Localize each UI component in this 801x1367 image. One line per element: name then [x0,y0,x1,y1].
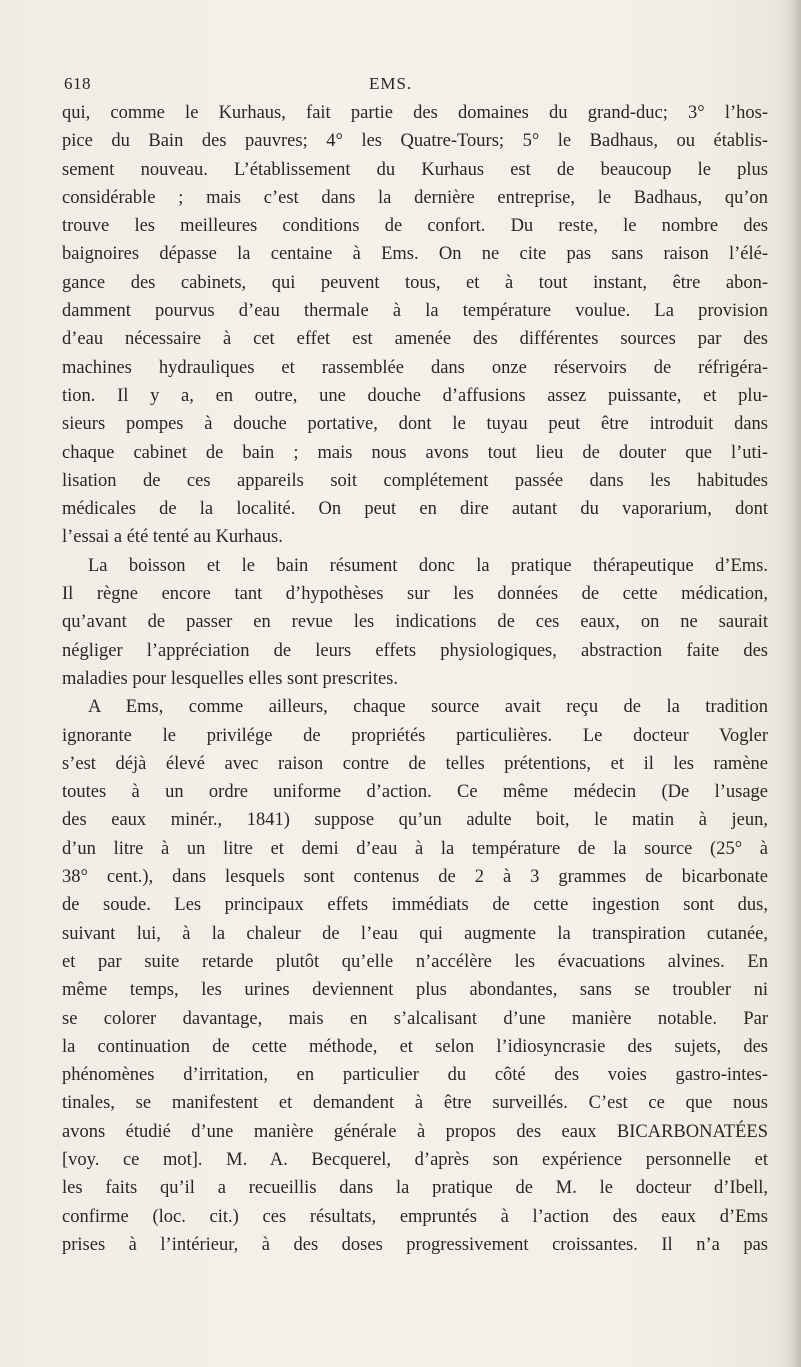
text-line: d’un litre à un litre et demi d’eau à la température de la source (25° à [62,838,768,859]
text-line: s’est déjà élevé avec raison contre de telles prétentions, et il les ramène [62,753,768,774]
text-line: qui, comme le Kurhaus, fait partie des domaines du grand-duc; 3° l’hos- [62,103,768,123]
text-line: damment pourvus d’eau thermale à la température voulue. La provision [62,301,768,322]
text-line: ignorante le privilége de propriétés particulières. Le docteur Vogler [62,725,768,746]
text-line: de soude. Les principaux effets immédiats de cette ingestion sont dus, [62,895,768,916]
text-line: médicales de la localité. On peut en dire autant du vaporarium, dont [62,499,768,520]
text-line: lisation de ces appareils soit complétement passée dans les habitudes [62,470,768,491]
text-line: se colorer davantage, mais en s’alcalisant d’une manière notable. Par [62,1008,768,1029]
text-line: considérable ; mais c’est dans la dernière entreprise, le Badhaus, qu’on [62,187,768,208]
text-line: A Ems, comme ailleurs, chaque source avait reçu de la tradition [88,697,768,718]
body-text [62,99,768,1259]
text-line: chaque cabinet de bain ; mais nous avons tout lieu de douter que l’uti- [62,442,768,463]
text-line: phénomènes d’irritation, en particulier du côté des voies gastro-intes- [62,1065,768,1086]
text-line: trouve les meilleures conditions de confort. Du reste, le nombre des [62,216,768,237]
text-line: l’essai a été tenté au Kurhaus. [62,527,283,548]
text-line: machines hydrauliques et rassemblée dans onze réservoirs de réfrigéra- [62,357,768,378]
text-line: sieurs pompes à douche portative, dont le tuyau peut être introduit dans [62,414,768,435]
text-line: même temps, les urines deviennent plus abondantes, sans se troubler ni [62,980,768,1001]
text-line: La boisson et le bain résument donc la pratique thérapeutique d’Ems. [88,555,768,576]
text-line: des eaux minér., 1841) suppose qu’un adulte boit, le matin à jeun, [62,810,768,831]
text-line: les faits qu’il a recueillis dans la pratique de M. le docteur d’Ibell, [62,1178,768,1199]
text-line: avons étudié d’une manière générale à propos des eaux BICARBONATÉES [62,1121,768,1142]
text-line: maladies pour lesquelles elles sont prescrites. [62,668,398,689]
text-line: gance des cabinets, qui peuvent tous, et à tout instant, être abon- [62,272,768,293]
text-line: pice du Bain des pauvres; 4° les Quatre-Tours; 5° le Badhaus, ou établis- [62,131,768,152]
text-line: [voy. ce mot]. M. A. Becquerel, d’après son expérience personnelle et [62,1149,768,1170]
text-line: 38° cent.), dans lesquels sont contenus de 2 à 3 grammes de bicarbonate [62,867,768,888]
text-line: suivant lui, à la chaleur de l’eau qui augmente la transpiration cutanée, [62,923,768,944]
text-line: sement nouveau. L’établissement du Kurhaus est de beaucoup le plus [62,159,768,180]
page-header [64,74,764,98]
text-line: Il règne encore tant d’hypothèses sur les données de cette médication, [62,584,768,605]
running-head: EMS. [369,74,413,93]
text-line: tinales, se manifestent et demandent à être surveillés. C’est ce que nous [62,1093,768,1114]
text-line: d’eau nécessaire à cet effet est amenée des différentes sources par des [62,329,768,350]
page-number: 618 [64,74,91,93]
text-line: la continuation de cette méthode, et selon l’idiosyncrasie des sujets, des [62,1036,768,1057]
text-line: confirme (loc. cit.) ces résultats, empruntés à l’action des eaux d’Ems [62,1206,768,1227]
text-line: prises à l’intérieur, à des doses progressivement croissantes. Il n’a pas [62,1234,768,1255]
text-line: toutes à un ordre uniforme d’action. Ce même médecin (De l’usage [62,782,768,803]
text-line: tion. Il y a, en outre, une douche d’affusions assez puissante, et plu- [62,385,768,406]
text-line: baignoires dépasse la centaine à Ems. On ne cite pas sans raison l’élé- [62,244,768,265]
text-line: négliger l’appréciation de leurs effets physiologiques, abstraction faite des [62,640,768,661]
text-line: et par suite retarde plutôt qu’elle n’accélère les évacuations alvines. En [62,951,768,972]
text-line: qu’avant de passer en revue les indications de ces eaux, on ne saurait [62,612,768,633]
page-edge-shadow [779,0,801,1367]
